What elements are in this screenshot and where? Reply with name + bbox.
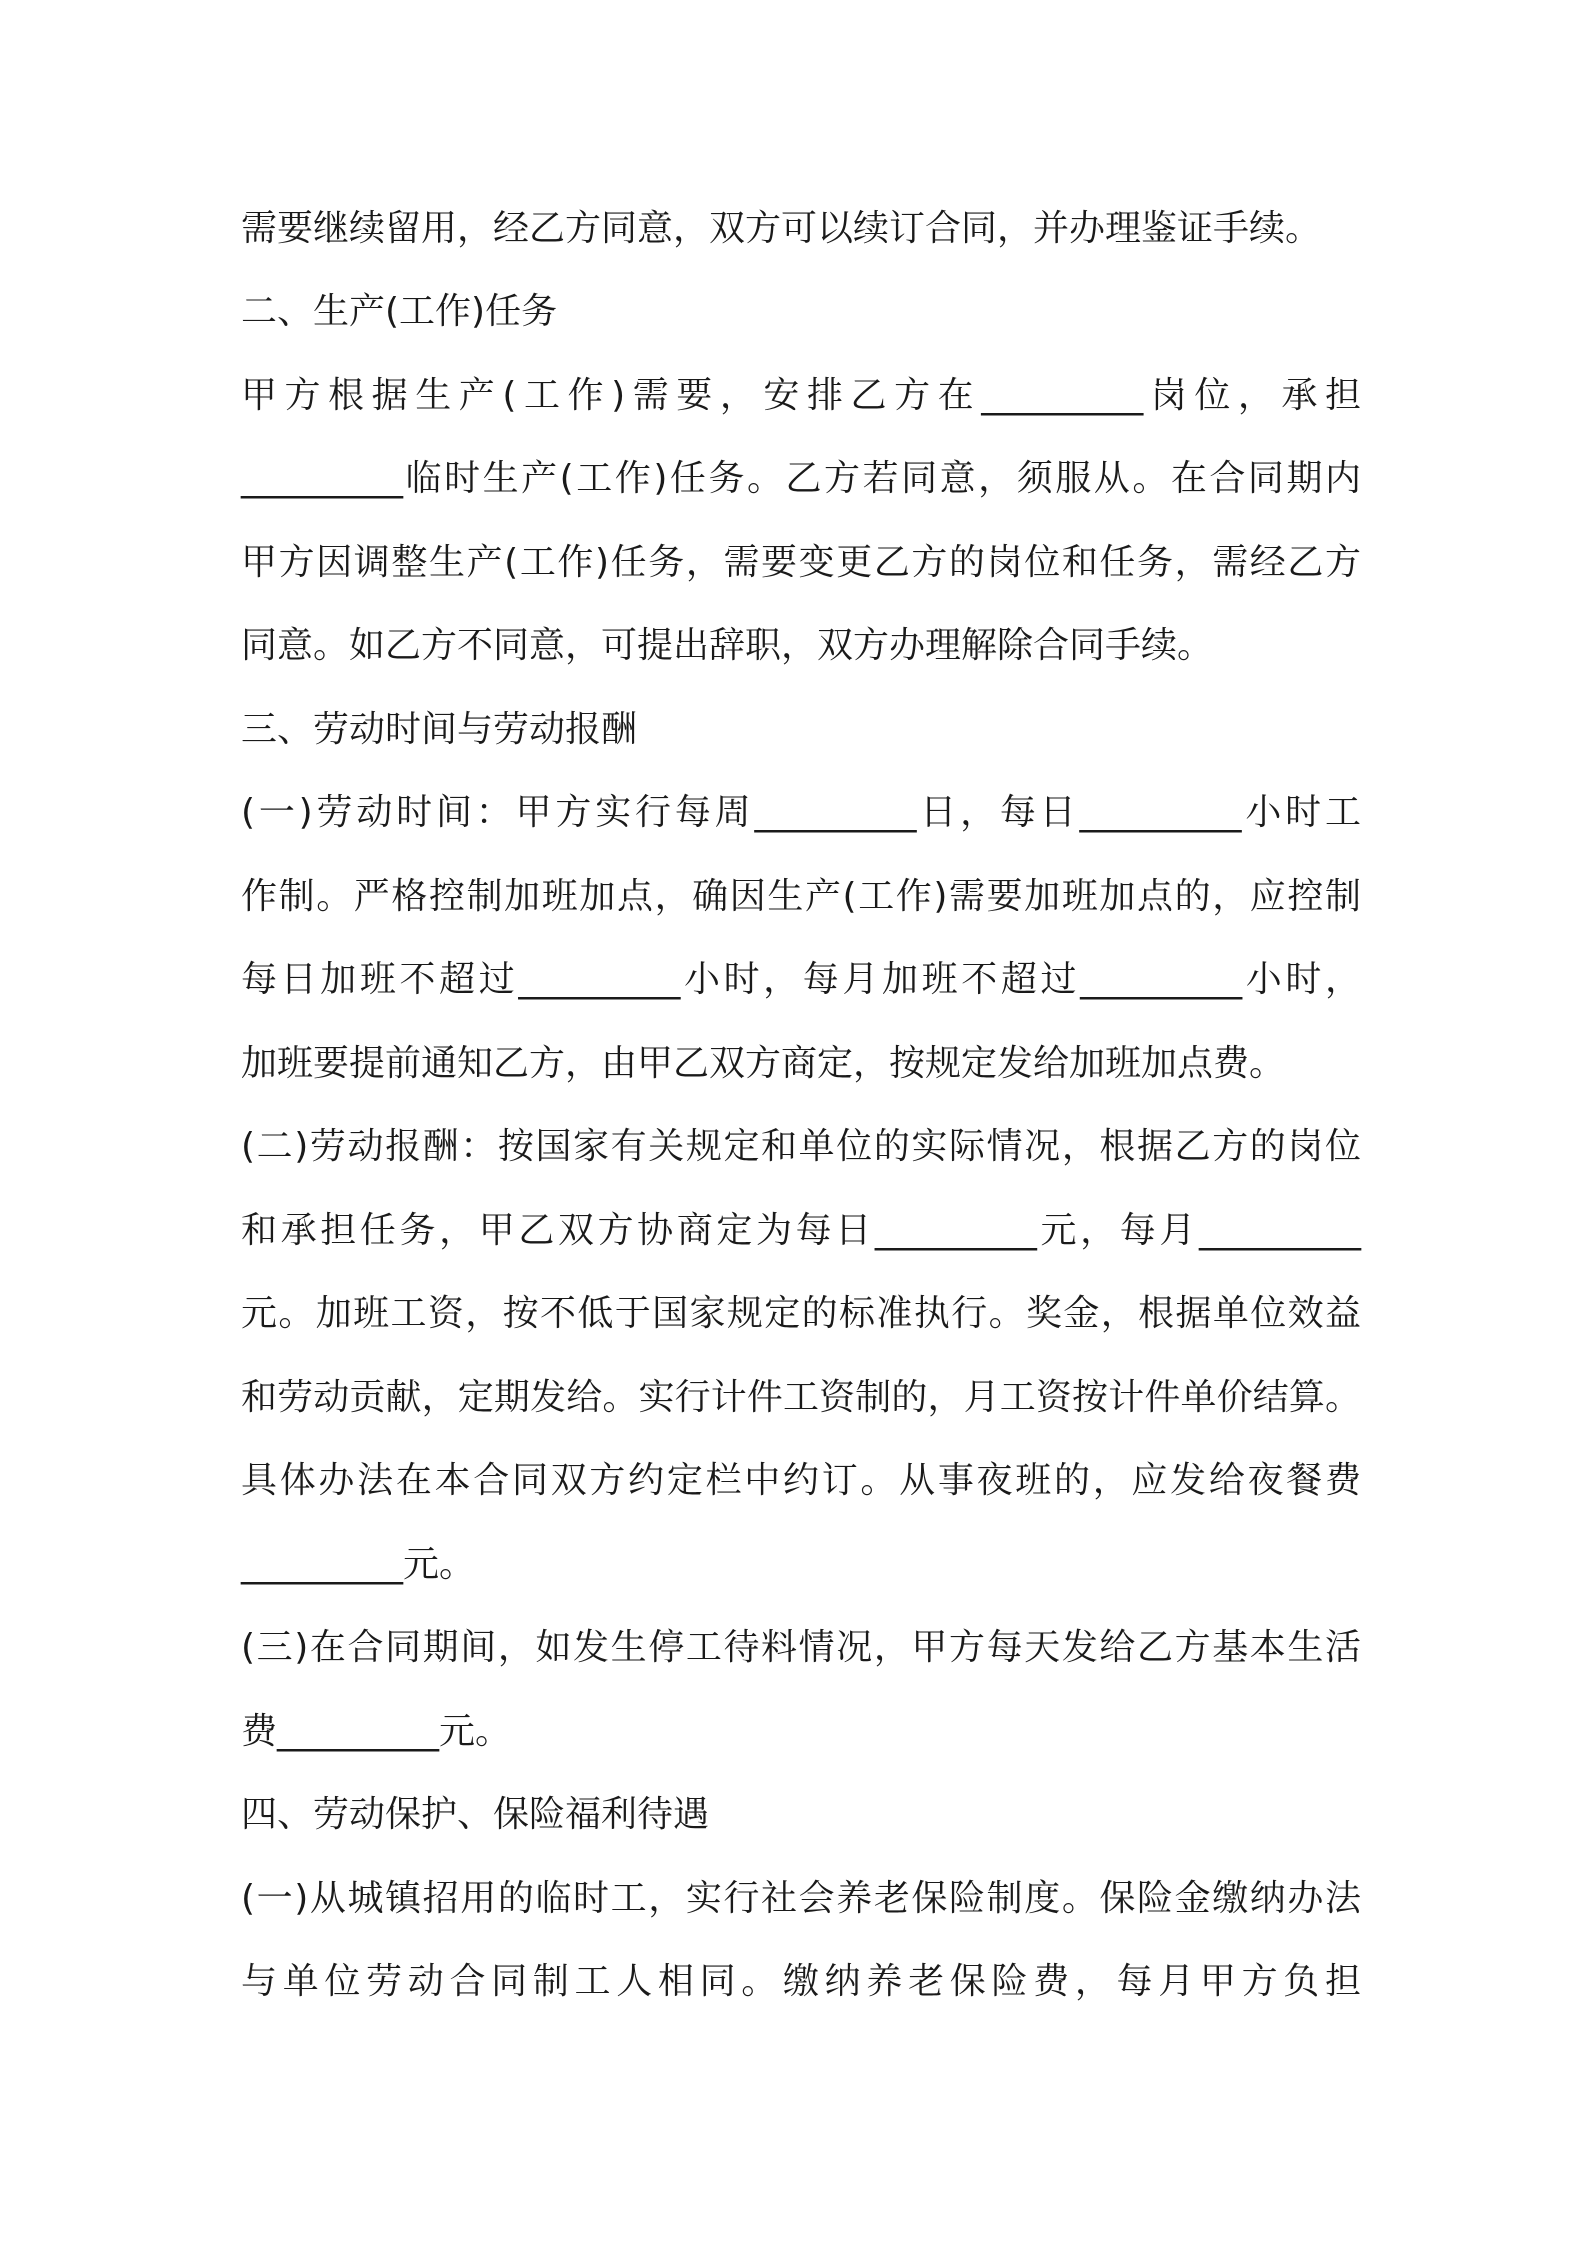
text-line-16: 具体办法在本合同双方约定栏中约订。从事夜班的，应发给夜餐费 bbox=[241, 1460, 1361, 1501]
section-heading-4: 四、劳动保护、保险福利待遇 bbox=[241, 1794, 710, 1835]
text-line-19: 费_________元。 bbox=[241, 1711, 512, 1752]
text-line-8: (一)劳动时间：甲方实行每周_________日，每日_________小时工 bbox=[241, 792, 1361, 833]
text-line-18: (三)在合同期间，如发生停工待料情况，甲方每天发给乙方基本生活 bbox=[241, 1627, 1361, 1668]
text-line-21: (一)从城镇招用的临时工，实行社会养老保险制度。保险金缴纳办法 bbox=[241, 1878, 1361, 1919]
text-line-4: _________临时生产(工作)任务。乙方若同意，须服从。在合同期内 bbox=[241, 458, 1361, 499]
text-line-3: 甲方根据生产(工作)需要，安排乙方在_________岗位，承担 bbox=[241, 375, 1361, 416]
text-line-6: 同意。如乙方不同意，可提出辞职，双方办理解除合同手续。 bbox=[241, 625, 1214, 666]
text-line-22: 与单位劳动合同制工人相同。缴纳养老保险费，每月甲方负担 bbox=[241, 1961, 1361, 2002]
text-line-15: 和劳动贡献，定期发给。实行计件工资制的，月工资按计件单价结算。 bbox=[241, 1377, 1361, 1418]
section-heading-3: 三、劳动时间与劳动报酬 bbox=[241, 709, 638, 750]
text-line-12: (二)劳动报酬：按国家有关规定和单位的实际情况，根据乙方的岗位 bbox=[241, 1126, 1361, 1167]
text-line-10: 每日加班不超过_________小时，每月加班不超过_________小时， bbox=[241, 959, 1361, 1000]
text-line-11: 加班要提前通知乙方，由甲乙双方商定，按规定发给加班加点费。 bbox=[241, 1043, 1286, 1084]
text-line-9: 作制。严格控制加班加点，确因生产(工作)需要加班加点的，应控制 bbox=[241, 876, 1361, 917]
section-heading-2: 二、生产(工作)任务 bbox=[241, 291, 558, 332]
text-line-13: 和承担任务，甲乙双方协商定为每日_________元，每月_________ bbox=[241, 1210, 1361, 1251]
text-line-17: _________元。 bbox=[241, 1544, 476, 1585]
text-line-1: 需要继续留用，经乙方同意，双方可以续订合同，并办理鉴证手续。 bbox=[241, 208, 1322, 249]
text-line-5: 甲方因调整生产(工作)任务，需要变更乙方的岗位和任务，需经乙方 bbox=[241, 542, 1361, 583]
text-line-14: 元。加班工资，按不低于国家规定的标准执行。奖金，根据单位效益 bbox=[241, 1293, 1361, 1334]
